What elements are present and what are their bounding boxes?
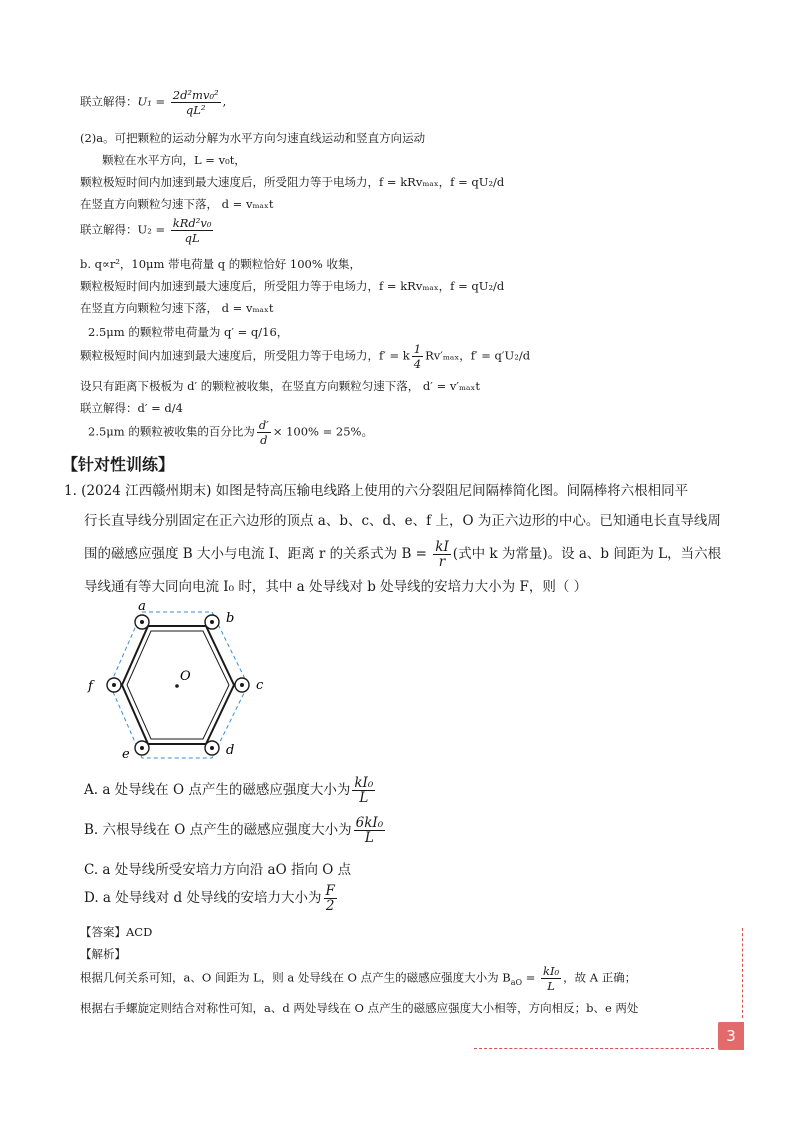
conductor-c: [235, 678, 249, 692]
conductor-a: [135, 615, 149, 629]
text: ，故 A 正确；: [563, 970, 637, 985]
fraction-denominator: d: [260, 433, 268, 447]
fraction-numerator: F: [325, 883, 335, 899]
solution-line-11: [80, 342, 530, 371]
label-e: e: [122, 747, 130, 762]
fraction-numerator: kI₀: [354, 775, 374, 791]
answer-line: 【答案】ACD: [80, 925, 153, 939]
solution-line-12: 设只有距离下极板为 d′ 的颗粒被收集，在竖直方向颗粒匀速下落， d′ = v′ₘₐₓt: [80, 379, 480, 393]
option-b: [84, 816, 387, 845]
text: A. a 处导线在 O 点产生的磁感应强度大小为: [84, 782, 351, 798]
text: Rv′ₘₐₓ，f′ = q′U₂/d: [425, 348, 531, 363]
fraction: [541, 964, 561, 993]
conductor-e: [135, 741, 149, 755]
text: (式中 k 为常量)。设 a、b 间距为 L，当六根: [452, 546, 722, 562]
solution-line-3: 颗粒在水平方向，L = v₀t，: [102, 153, 246, 167]
fraction-numerator: kRd²v₀: [172, 216, 212, 230]
fraction-denominator: L: [359, 790, 369, 806]
solution-line-14: [88, 418, 373, 447]
analysis-label: 【解析】: [80, 947, 126, 961]
text: × 100% = 25%。: [272, 424, 373, 439]
subscript: aO: [510, 977, 523, 987]
fraction: [257, 418, 271, 447]
page-number: 3: [718, 1022, 744, 1050]
question-line-1: 1. (2024 江西赣州期末) 如图是特高压输电线路上使用的六分裂阻尼间隔棒简化图。间隔棒将六根相同平: [64, 483, 689, 499]
fraction-denominator: r: [438, 554, 446, 570]
solution-line-10: 2.5μm 的颗粒带电荷量为 q′ = q/16，: [88, 325, 289, 339]
fraction: [171, 88, 221, 117]
solution-line-6: [80, 216, 215, 245]
option-a: [84, 776, 377, 805]
label-o: O: [180, 669, 191, 684]
solution-line-1: [80, 88, 226, 117]
label-c: c: [256, 678, 264, 693]
conductor-d: [205, 741, 219, 755]
fraction-numerator: 1: [413, 342, 422, 356]
fraction-denominator: 4: [413, 357, 422, 371]
fraction: [352, 776, 375, 805]
text: B. 六根导线在 O 点产生的磁感应强度大小为: [84, 822, 352, 838]
solution-line-13: 联立解得：d′ = d/4: [80, 401, 183, 415]
conductor-b: [205, 615, 219, 629]
question-line-2: 行长直导线分别固定在正六边形的顶点 a、b、c、d、e、f 上，O 为正六边形的中心。已知通电长直导线周: [84, 513, 721, 529]
text: 2.5μm 的颗粒被收集的百分比为: [88, 424, 255, 439]
text: U₁ =: [137, 94, 169, 109]
text: 根据几何关系可知，a、O 间距为 L，则 a 处导线在 O 点产生的磁感应强度大小为 B: [80, 970, 511, 985]
dashed-hexagon: [110, 612, 248, 758]
fraction-denominator: 2: [325, 898, 335, 914]
fraction-numerator: 6kI₀: [355, 815, 384, 831]
solution-line-5: 在竖直方向颗粒匀速下落， d = vₘₐₓt: [80, 197, 274, 211]
fraction-denominator: L: [364, 830, 374, 846]
text: 联立解得：U₂ =: [80, 222, 169, 237]
fraction-denominator: qL: [184, 231, 200, 245]
solution-line-8: 颗粒极短时间内加速到最大速度后，所受阻力等于电场力，f = kRvₘₐₓ，f = qU₂/d: [80, 279, 505, 293]
fraction: [171, 216, 214, 245]
text: 颗粒极短时间内加速到最大速度后，所受阻力等于电场力，f′ = k: [80, 348, 410, 363]
text: 联立解得：: [80, 94, 138, 109]
fraction: [354, 816, 386, 845]
text: =: [522, 970, 540, 985]
conductor-f: [107, 678, 121, 692]
center-point-o: [175, 684, 179, 688]
option-d: [84, 884, 339, 913]
fraction: [412, 342, 423, 371]
analysis-line-1: [80, 964, 636, 993]
question-line-3: [84, 540, 721, 569]
label-b: b: [226, 611, 235, 626]
text: D. a 处导线对 d 处导线的安培力大小为: [84, 890, 322, 906]
solution-line-7: b. q∝r²，10μm 带电荷量 q 的颗粒恰好 100% 收集，: [80, 257, 361, 271]
hexagon-spacer-diagram: [80, 598, 280, 768]
question-line-4: 导线通有等大同向电流 I₀ 时，其中 a 处导线对 b 处导线的安培力大小为 F，则（ ）: [84, 579, 588, 595]
option-c: C. a 处导线所受安培力方向沿 aO 指向 O 点: [84, 862, 352, 878]
analysis-line-2: 根据右手螺旋定则结合对称性可知，a、d 两处导线在 O 点产生的磁感应强度大小相等，方向相反；b、e 两处: [80, 1001, 639, 1015]
label-a: a: [138, 599, 146, 614]
fraction-denominator: L: [547, 979, 555, 993]
text: ,: [222, 94, 227, 109]
section-title: 【针对性训练】: [62, 455, 175, 474]
label-d: d: [226, 743, 235, 758]
fraction-numerator: 2d²mv₀²: [172, 88, 219, 102]
fraction: [433, 540, 451, 569]
fraction-numerator: d′: [258, 418, 269, 432]
fraction-numerator: kI₀: [543, 964, 560, 978]
solution-line-4: 颗粒极短时间内加速到最大速度后，所受阻力等于电场力，f = kRvₘₐₓ，f = qU₂/d: [80, 175, 505, 189]
label-f: f: [88, 679, 93, 694]
fraction-denominator: qL²: [185, 103, 206, 117]
dashed-border-vertical: [742, 928, 743, 1018]
solution-line-2: (2)a。可把颗粒的运动分解为水平方向匀速直线运动和竖直方向运动: [80, 131, 426, 145]
dashed-border-horizontal: [474, 1048, 714, 1049]
solution-line-9: 在竖直方向颗粒匀速下落， d = vₘₐₓt: [80, 301, 274, 315]
fraction-numerator: kI: [435, 539, 449, 555]
fraction: [324, 884, 337, 913]
text: 围的磁感应强度 B 大小与电流 I、距离 r 的关系式为 B =: [84, 546, 432, 562]
